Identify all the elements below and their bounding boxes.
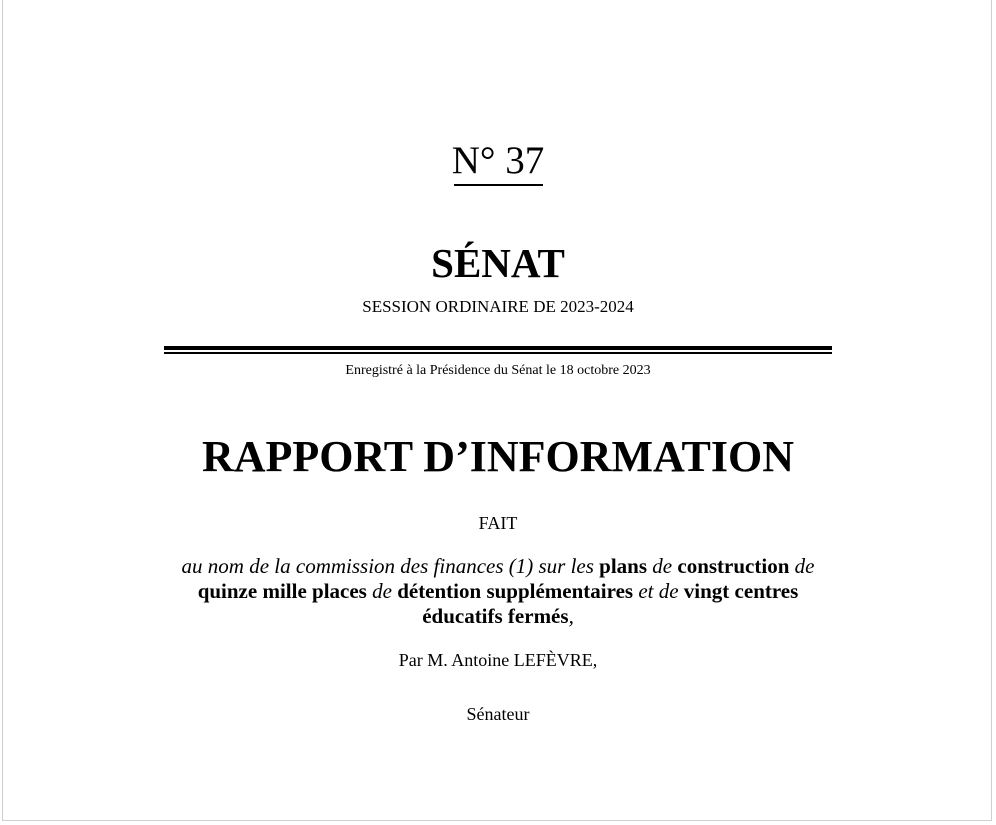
thin-divider: [164, 352, 832, 354]
subject-bold-text: quinze mille places: [197, 579, 367, 603]
registration-date: Enregistré à la Présidence du Sénat le 18 octobre 2023: [345, 363, 651, 378]
subject-bold-text: vingt centres éducatifs fermés: [422, 579, 799, 628]
fait-label: FAIT: [478, 513, 518, 533]
subject-text: et de: [633, 579, 684, 603]
thick-divider: [164, 346, 832, 350]
report-title: RAPPORT D’INFORMATION: [201, 432, 795, 481]
subject-bold-text: plans: [599, 554, 648, 578]
subject-text: de: [647, 554, 678, 578]
institution-title: SÉNAT: [431, 240, 565, 286]
subject-text: de: [366, 579, 398, 603]
author-line: Par M. Antoine LEFÈVRE,: [398, 650, 598, 670]
subject-bold-text: détention supplémentaires: [397, 579, 634, 603]
author-title: Sénateur: [466, 704, 530, 724]
session-label: SESSION ORDINAIRE DE 2023-2024: [362, 297, 634, 316]
number-underline: [454, 184, 543, 186]
report-subject: [166, 554, 830, 629]
document-number: N° 37: [451, 139, 545, 182]
subject-text: ,: [568, 604, 574, 628]
subject-bold-text: construction: [677, 554, 790, 578]
subject-text: de: [789, 554, 815, 578]
subject-text: au nom de la commission des finances (1) sur les: [181, 554, 600, 578]
